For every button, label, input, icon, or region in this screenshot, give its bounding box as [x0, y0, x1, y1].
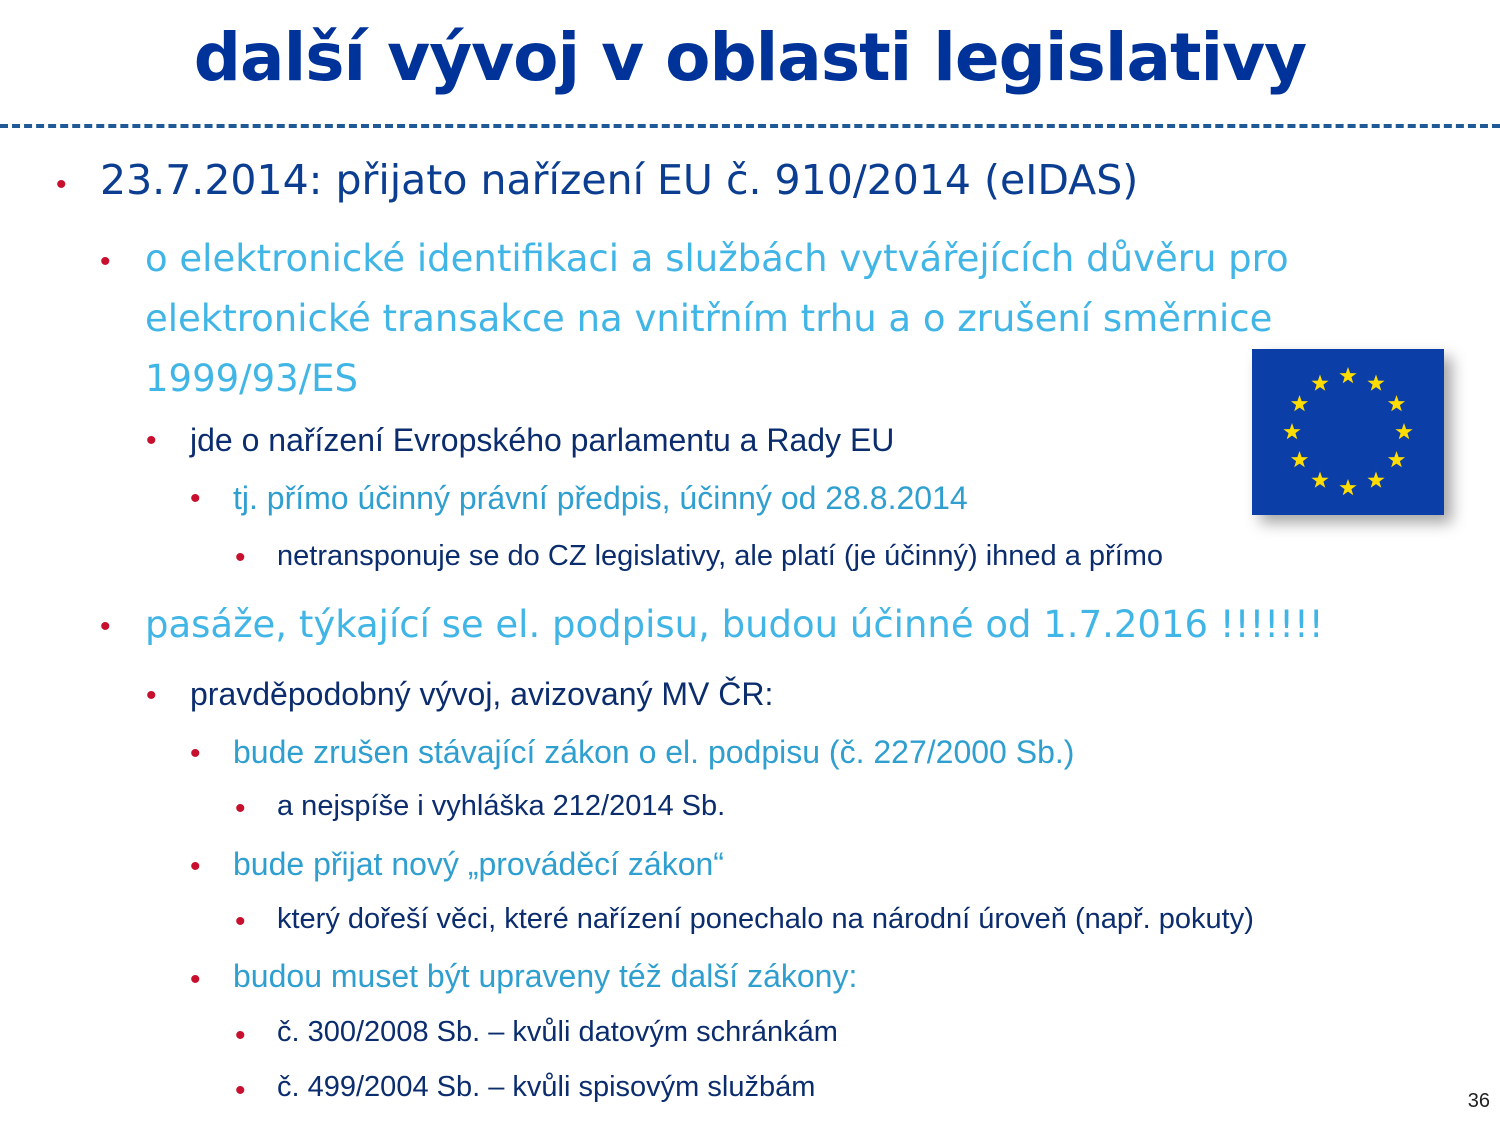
- bullet-marker: •: [190, 482, 201, 515]
- bullet-item-level5: a nejspíše i vyhláška 212/2014 Sb.: [277, 790, 726, 822]
- bullet-item-level1: 23.7.2014: přijato nařízení EU č. 910/2014 (eIDAS): [100, 156, 1139, 204]
- title-divider: [0, 124, 1500, 128]
- bullet-marker: •: [190, 850, 201, 883]
- bullet-marker: •: [235, 1074, 246, 1107]
- bullet-marker: •: [56, 168, 67, 201]
- flag-star: [1388, 395, 1405, 411]
- bullet-marker: •: [100, 245, 111, 278]
- bullet-item-level5: č. 499/2004 Sb. – kvůli spisovým službám: [277, 1071, 816, 1103]
- bullet-item-level5: netransponuje se do CZ legislativy, ale platí (je účinný) ihned a přímo: [277, 540, 1164, 572]
- bullet-marker: •: [100, 610, 111, 643]
- page-number: 36: [1467, 1090, 1490, 1112]
- flag-star: [1388, 451, 1405, 467]
- bullet-marker: •: [146, 424, 157, 457]
- bullet-item-level5: č. 300/2008 Sb. – kvůli datovým schránkám: [277, 1016, 838, 1048]
- flag-star: [1367, 472, 1384, 488]
- flag-star: [1291, 395, 1308, 411]
- bullet-marker: •: [235, 1019, 246, 1052]
- flag-star: [1395, 423, 1412, 439]
- bullet-item-level5: který dořeší věci, které nařízení ponechalo na národní úroveň (např. pokuty): [277, 903, 1254, 935]
- flag-star: [1291, 451, 1308, 467]
- flag-star: [1311, 375, 1328, 391]
- bullet-item-level4: bude zrušen stávající zákon o el. podpisu (č. 227/2000 Sb.): [233, 734, 1075, 770]
- bullet-marker: •: [190, 963, 201, 996]
- bullet-item-level4: bude přijat nový „prováděcí zákon“: [233, 846, 724, 882]
- flag-star: [1311, 472, 1328, 488]
- bullet-marker: •: [235, 792, 246, 825]
- bullet-item-level2: pasáže, týkající se el. podpisu, budou účinné od 1.7.2016 !!!!!!!: [145, 603, 1324, 646]
- flag-star: [1367, 375, 1384, 391]
- bullet-item-level2: o elektronické identifikaci a službách vytvářejících důvěru pro elektronické transakce na vnitřním trhu a o zrušení směrnice 1999/93/ES: [145, 237, 1289, 400]
- bullet-marker: •: [235, 905, 246, 938]
- bullet-item-level4: budou muset být upraveny též další zákony:: [233, 958, 858, 994]
- flag-star: [1339, 479, 1356, 495]
- bullet-marker: •: [190, 737, 201, 770]
- slide-title: další vývoj v oblasti legislativy: [193, 19, 1307, 96]
- bullet-item-level4: tj. přímo účinný právní předpis, účinný od 28.8.2014: [233, 480, 968, 516]
- bullet-marker: •: [235, 541, 246, 574]
- bullet-marker: •: [146, 679, 157, 712]
- flag-star: [1283, 423, 1300, 439]
- eu-flag-icon: [1252, 349, 1444, 515]
- bullet-item-level3: jde o nařízení Evropského parlamentu a Rady EU: [190, 422, 895, 458]
- flag-star: [1339, 367, 1356, 383]
- bullet-item-level3: pravděpodobný vývoj, avizovaný MV ČR:: [190, 676, 774, 712]
